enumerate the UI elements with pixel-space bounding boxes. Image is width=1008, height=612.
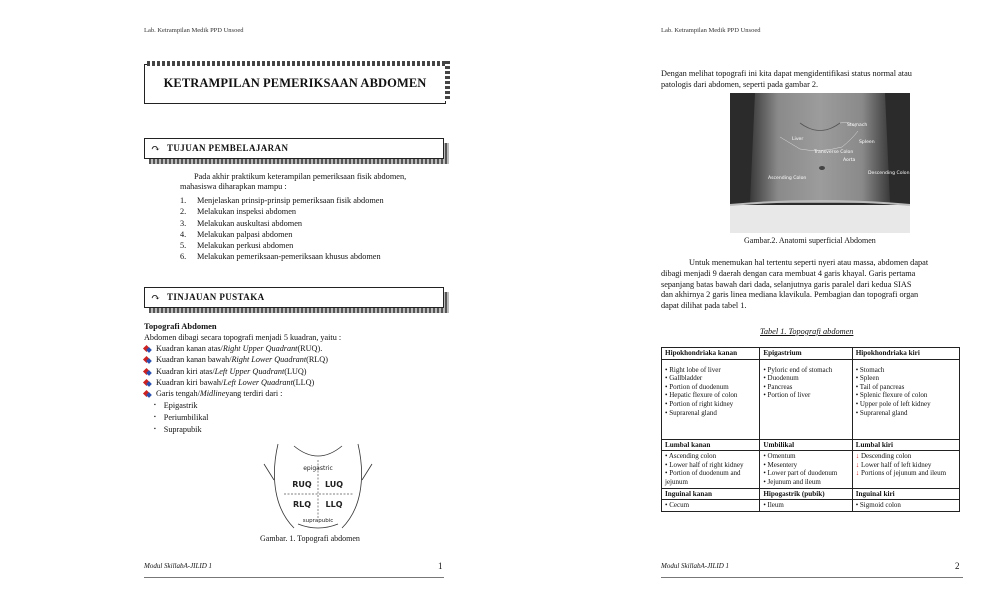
photo-label-transverse-colon: Transverse Colon (814, 150, 854, 155)
table-cell (760, 500, 852, 512)
list-item: ↓ Descending colon (856, 452, 956, 461)
photo-label-spleen: Spleen (859, 140, 875, 145)
list-item: • Spleen (856, 374, 956, 383)
intro-line-2: patologis dari abdomen, seperti pada gambar 2. (661, 79, 819, 89)
list-item (180, 195, 384, 206)
regions-paragraph (661, 258, 960, 312)
footer-rule (661, 577, 963, 578)
table-header-cell: Hipogastrik (pubik) (760, 488, 852, 500)
objectives-intro-2 (180, 182, 457, 193)
objectives-intro-line-2: mahasiswa diharapkan mampu : (180, 182, 287, 191)
title-box-dashed-border-right (445, 61, 450, 101)
curved-arrow-icon: ↷ (151, 143, 161, 155)
table-row (662, 488, 960, 500)
quadrant-text: Kuadran kiri bawah/ (156, 377, 224, 387)
table-header-cell: Hipokhondriaka kanan (662, 348, 760, 360)
list-item: • Ileum (763, 501, 848, 510)
torso-outline-right (342, 444, 362, 528)
photo-label-liver: Liver (792, 137, 804, 142)
diamond-bullet-icon (144, 345, 151, 352)
table-header-cell: Lumbal kanan (662, 439, 760, 451)
list-item: • Upper pole of left kidney (856, 400, 956, 409)
list-text: Melakukan pemeriksaan-pemeriksaan khusus abdomen (197, 252, 381, 262)
list-item: • Portion of duodenum (665, 383, 756, 392)
quadrant-english: Midline (199, 389, 226, 399)
list-text: Melakukan auskultasi abdomen (197, 218, 303, 228)
table-row (662, 359, 960, 439)
page-number: 1 (438, 561, 443, 571)
table-cell (852, 451, 959, 488)
topography-intro: Abdomen dibagi secara topografi menjadi 5 kuadran, yaitu : (144, 333, 342, 342)
midline-list (154, 400, 208, 435)
figure-1-caption: Gambar. 1. Topografi abdomen (260, 534, 360, 543)
list-item: ▪ Periumbilikal (154, 412, 208, 424)
list-item: • Cecum (665, 501, 756, 510)
footer-text: Modul SkillabA-JILID 1 (661, 562, 730, 570)
list-item (144, 366, 328, 377)
list-number: 3. (180, 218, 187, 228)
table-cell (662, 500, 760, 512)
quadrant-text: Kuadran kanan atas/ (156, 344, 223, 353)
regions-line-5: dapat dilihat pada tabel 1. (661, 301, 747, 311)
list-item: ▪ Epigastrik (154, 400, 208, 412)
table-cell (760, 451, 852, 488)
section-label: TUJUAN PEMBELAJARAN (167, 143, 289, 153)
list-item: • Stomach (856, 366, 956, 375)
torso-outline-left (274, 444, 294, 528)
quadrant-english: Left Upper Quadrant (214, 366, 285, 376)
table-cell (760, 359, 852, 439)
list-number: 6. (180, 252, 187, 262)
diamond-bullet-icon (144, 368, 151, 375)
diamond-bullet-icon (144, 356, 151, 363)
list-item: • Splenic flexure of colon (856, 391, 956, 400)
abdomen-photo-drawing (730, 93, 910, 233)
list-item: • Pyloric end of stomach (763, 366, 848, 375)
list-item: • Right lobe of liver (665, 366, 756, 375)
table-row (662, 451, 960, 488)
quadrant-text: Kuadran kiri atas/ (156, 366, 215, 376)
list-item: • Duodenum (763, 374, 848, 383)
list-item: • Tail of pancreas (856, 383, 956, 392)
table-header-cell: Epigastrium (760, 348, 852, 360)
objectives-list (180, 195, 384, 263)
section-heading-objectives (144, 138, 444, 159)
page-number: 2 (955, 561, 960, 571)
regions-line-4: dan akhirnya 2 garis linea mediana klavikula. Pembagian dan topografi organ (661, 290, 919, 300)
list-item: • Gallbladder (665, 374, 756, 383)
photo-label-ascending-colon: Ascending Colon (768, 176, 807, 181)
list-item: • Suprarenal gland (856, 409, 956, 418)
list-item (144, 354, 328, 365)
table-cell (662, 359, 760, 439)
quadrant-abbr: (LLQ) (292, 377, 315, 387)
table-header-cell: Umbilikal (760, 439, 852, 451)
list-item: ▪ Suprapubik (154, 424, 208, 436)
regions-line-1: Untuk menemukan hal tertentu seperti nyeri atau massa, abdomen dapat (689, 258, 929, 267)
title-box (144, 64, 446, 104)
running-header: Lab. Ketrampilan Medik PPD Unsoed (144, 27, 244, 34)
label-rlq: RLQ (292, 500, 312, 509)
photo-label-descending-colon: Descending Colon (868, 171, 910, 176)
title-box-dashed-border-top (147, 61, 449, 66)
list-item (144, 388, 328, 399)
footer-rule (144, 577, 444, 578)
list-item: • Sigmoid colon (856, 501, 956, 510)
intro-paragraph (661, 69, 960, 90)
list-item: • Omentum (763, 452, 848, 461)
quadrant-english: Right Lower Quadrant (231, 355, 307, 365)
regions-line-2: dibagi menjadi 9 daerah dengan cara membuat 4 garis khayal. Garis pertama (661, 268, 916, 278)
table-caption: Tabel 1. Topografi abdomen (760, 327, 854, 336)
list-item: • Jejunum and ileum (763, 478, 848, 487)
quadrant-english: Right Upper Quadrant (222, 344, 298, 353)
list-item: • Portion of liver (763, 391, 848, 400)
abdomen-quadrant-figure (258, 440, 378, 532)
list-item (180, 218, 384, 229)
table-row (662, 500, 960, 512)
table-cell (852, 500, 959, 512)
list-item (144, 343, 328, 354)
quadrant-list (144, 343, 328, 399)
running-header: Lab. Ketrampilan Medik PPD Unsoed (661, 27, 761, 34)
objectives-intro (180, 172, 457, 183)
list-item (144, 377, 328, 388)
list-item (180, 251, 384, 262)
quadrant-english: Left Lower Quadrant (223, 377, 293, 387)
list-item: ↓ Lower half of left kidney (856, 461, 956, 470)
label-suprapubic: suprapubic (302, 518, 334, 524)
list-text: Melakukan palpasi abdomen (197, 229, 293, 239)
curved-arrow-icon: ↷ (151, 292, 161, 304)
section-heading-literature (144, 287, 444, 308)
list-item: • Hepatic flexure of colon (665, 391, 756, 400)
diamond-bullet-icon (144, 390, 151, 397)
list-number: 1. (180, 196, 187, 205)
figure-2-caption: Gambar.2. Anatomi superficial Abdomen (744, 236, 876, 245)
quadrant-text: Garis tengah/ (156, 389, 200, 399)
list-item: • Suprarenal gland (665, 409, 756, 418)
table-cell (662, 451, 760, 488)
table-header-cell: Hipokhondriaka kiri (852, 348, 959, 360)
list-item (180, 229, 384, 240)
regions-line-3: sepanjang batas bawah dari dada, selanjutnya garis paralel dari kedua SIAS (661, 279, 912, 289)
topography-table (661, 347, 960, 512)
list-number: 4. (180, 229, 187, 239)
label-epigastric: epigastric (303, 465, 333, 472)
list-item: ↓ Portions of jejunum and ileum (856, 469, 956, 478)
arm-right (362, 464, 372, 480)
list-item: • Pancreas (763, 383, 848, 392)
label-luq: LUQ (324, 480, 344, 489)
page-2 (504, 0, 1008, 612)
quadrant-abbr: (RUQ). (297, 344, 323, 353)
quadrant-abbr: yang terdiri dari : (225, 389, 283, 399)
rib-margin (294, 446, 342, 456)
list-item: • Ascending colon (665, 452, 756, 461)
table-row (662, 439, 960, 451)
list-item: • Mesentery (763, 461, 848, 470)
quadrant-text: Kuadran kanan bawah/ (156, 355, 232, 365)
list-item: • Lower half of right kidney (665, 461, 756, 470)
pelvis-line (298, 524, 338, 528)
list-number: 2. (180, 207, 187, 217)
table-header-cell: Inguinal kanan (662, 488, 760, 500)
list-text: Melakukan inspeksi abdomen (197, 207, 297, 217)
intro-line-1: Dengan melihat topografi ini kita dapat mengidentifikasi status normal atau (661, 69, 912, 78)
list-text: Menjelaskan prinsip-prinsip pemeriksaan fisik abdomen (197, 196, 384, 205)
diamond-bullet-icon (144, 379, 151, 386)
page-title: KETRAMPILAN PEMERIKSAAN ABDOMEN (163, 76, 427, 90)
label-llq: LLQ (325, 500, 343, 509)
table-row (662, 348, 960, 360)
photo-label-aorta: Aorta (843, 158, 856, 163)
objectives-intro-line-1: Pada akhir praktikum keterampilan pemeriksaan fisik abdomen, (194, 172, 407, 181)
list-item (180, 240, 384, 251)
abdomen-anatomy-photo (730, 93, 910, 233)
table-cell (852, 359, 959, 439)
quadrant-abbr: (RLQ) (306, 355, 328, 365)
list-item: • Portion of right kidney (665, 400, 756, 409)
section-label: TINJAUAN PUSTAKA (167, 292, 265, 302)
subheading-topography: Topografi Abdomen (144, 321, 217, 331)
label-ruq: RUQ (292, 480, 312, 489)
photo-label-stomach: Stomach (847, 123, 868, 128)
list-number: 5. (180, 241, 187, 251)
list-text: Melakukan perkusi abdomen (197, 241, 294, 251)
table-header-cell: Inguinal kiri (852, 488, 959, 500)
list-item: • Portion of duodenum and jejunum (665, 469, 756, 486)
list-item: • Lower part of duodenum (763, 469, 848, 478)
quadrant-abbr: (LUQ) (284, 366, 307, 376)
list-item (180, 206, 384, 217)
arm-left (264, 464, 274, 480)
footer-text: Modul SkillabA-JILID 1 (144, 562, 213, 570)
table-header-cell: Lumbal kiri (852, 439, 959, 451)
